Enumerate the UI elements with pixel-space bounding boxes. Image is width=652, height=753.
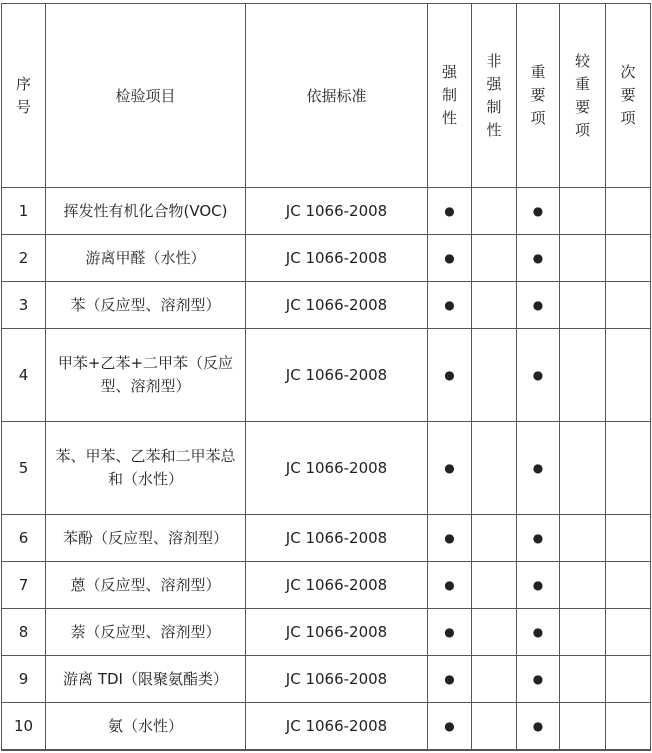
header-no: 序 号 — [2, 4, 46, 188]
minor-mark — [606, 656, 651, 703]
mandatory-mark: ● — [428, 422, 472, 515]
table-row — [2, 422, 651, 515]
mandatory-mark: ● — [428, 703, 472, 750]
test-item — [46, 515, 246, 562]
test-item-line: 挥发性有机化合物(VOC) — [63, 201, 228, 220]
standard: JC 1066-2008 — [246, 562, 428, 609]
test-item-line: 游离甲醛（水性） — [85, 248, 206, 267]
fairly-important-mark — [560, 703, 606, 750]
mandatory-mark: ● — [428, 329, 472, 422]
table-row — [2, 188, 651, 235]
test-item-line: 氨（水性） — [107, 716, 183, 735]
table-row — [2, 235, 651, 282]
table-row — [2, 562, 651, 609]
test-item-line: 游离 TDI（限聚氨酯类） — [63, 669, 228, 688]
row-number: 7 — [2, 562, 46, 609]
test-item — [46, 703, 246, 750]
minor-mark — [606, 188, 651, 235]
row-number: 6 — [2, 515, 46, 562]
minor-mark — [606, 329, 651, 422]
mandatory-mark: ● — [428, 609, 472, 656]
row-number: 9 — [2, 656, 46, 703]
standard: JC 1066-2008 — [246, 609, 428, 656]
important-mark: ● — [517, 562, 560, 609]
standard: JC 1066-2008 — [246, 282, 428, 329]
important-mark: ● — [517, 282, 560, 329]
test-item-line: 萘（反应型、溶剂型） — [70, 622, 221, 641]
row-number: 2 — [2, 235, 46, 282]
table-row — [2, 703, 651, 750]
test-item — [46, 235, 246, 282]
header-non-mandatory: 非 强 制 性 — [472, 4, 517, 188]
header-important: 重 要 项 — [517, 4, 560, 188]
standard: JC 1066-2008 — [246, 235, 428, 282]
important-mark: ● — [517, 609, 560, 656]
non-mandatory-mark — [472, 235, 517, 282]
fairly-important-mark — [560, 282, 606, 329]
test-item — [46, 282, 246, 329]
mandatory-mark: ● — [428, 235, 472, 282]
row-number: 1 — [2, 188, 46, 235]
fairly-important-mark — [560, 235, 606, 282]
test-item-line: 和（水性） — [107, 470, 183, 488]
header-fairly-important: 较 重 要 项 — [560, 4, 606, 188]
row-number: 10 — [2, 703, 46, 750]
table-body — [2, 188, 651, 750]
minor-mark — [606, 282, 651, 329]
test-item — [46, 656, 246, 703]
fairly-important-mark — [560, 188, 606, 235]
important-mark: ● — [517, 235, 560, 282]
standard: JC 1066-2008 — [246, 329, 428, 422]
non-mandatory-mark — [472, 329, 517, 422]
minor-mark — [606, 235, 651, 282]
mandatory-mark: ● — [428, 188, 472, 235]
row-number: 4 — [2, 329, 46, 422]
table-row — [2, 656, 651, 703]
standard: JC 1066-2008 — [246, 515, 428, 562]
non-mandatory-mark — [472, 656, 517, 703]
fairly-important-mark — [560, 562, 606, 609]
fairly-important-mark — [560, 329, 606, 422]
table-row — [2, 329, 651, 422]
test-item-line: 蒽（反应型、溶剂型） — [70, 575, 221, 594]
important-mark: ● — [517, 515, 560, 562]
test-item — [46, 329, 246, 422]
minor-mark — [606, 562, 651, 609]
test-item-line: 苯酚（反应型、溶剂型） — [62, 528, 228, 547]
non-mandatory-mark — [472, 282, 517, 329]
inspection-table — [1, 3, 651, 750]
mandatory-mark: ● — [428, 562, 472, 609]
row-number: 3 — [2, 282, 46, 329]
minor-mark — [606, 703, 651, 750]
standard: JC 1066-2008 — [246, 422, 428, 515]
test-item-line: 甲苯+乙苯+二甲苯（反应 — [57, 354, 234, 372]
test-item-line: 苯、甲苯、乙苯和二甲苯总 — [55, 447, 236, 465]
header-mandatory: 强 制 性 — [428, 4, 472, 188]
important-mark: ● — [517, 422, 560, 515]
fairly-important-mark — [560, 656, 606, 703]
minor-mark — [606, 515, 651, 562]
fairly-important-mark — [560, 422, 606, 515]
header-item: 检验项目 — [46, 4, 246, 188]
test-item — [46, 609, 246, 656]
header-minor: 次 要 项 — [606, 4, 651, 188]
important-mark: ● — [517, 703, 560, 750]
important-mark: ● — [517, 656, 560, 703]
non-mandatory-mark — [472, 422, 517, 515]
non-mandatory-mark — [472, 515, 517, 562]
standard: JC 1066-2008 — [246, 703, 428, 750]
non-mandatory-mark — [472, 703, 517, 750]
minor-mark — [606, 609, 651, 656]
row-number: 5 — [2, 422, 46, 515]
standard: JC 1066-2008 — [246, 656, 428, 703]
table-row — [2, 515, 651, 562]
mandatory-mark: ● — [428, 515, 472, 562]
test-item — [46, 422, 246, 515]
header-row — [2, 4, 651, 188]
standard: JC 1066-2008 — [246, 188, 428, 235]
fairly-important-mark — [560, 609, 606, 656]
header-standard: 依据标准 — [246, 4, 428, 188]
mandatory-mark: ● — [428, 282, 472, 329]
test-item — [46, 188, 246, 235]
row-number: 8 — [2, 609, 46, 656]
fairly-important-mark — [560, 515, 606, 562]
test-item-line: 型、溶剂型） — [100, 377, 191, 395]
non-mandatory-mark — [472, 188, 517, 235]
minor-mark — [606, 422, 651, 515]
non-mandatory-mark — [472, 609, 517, 656]
table-row — [2, 282, 651, 329]
mandatory-mark: ● — [428, 656, 472, 703]
test-item — [46, 562, 246, 609]
test-item-line: 苯（反应型、溶剂型） — [70, 295, 221, 314]
important-mark: ● — [517, 329, 560, 422]
non-mandatory-mark — [472, 562, 517, 609]
important-mark: ● — [517, 188, 560, 235]
table-row — [2, 609, 651, 656]
